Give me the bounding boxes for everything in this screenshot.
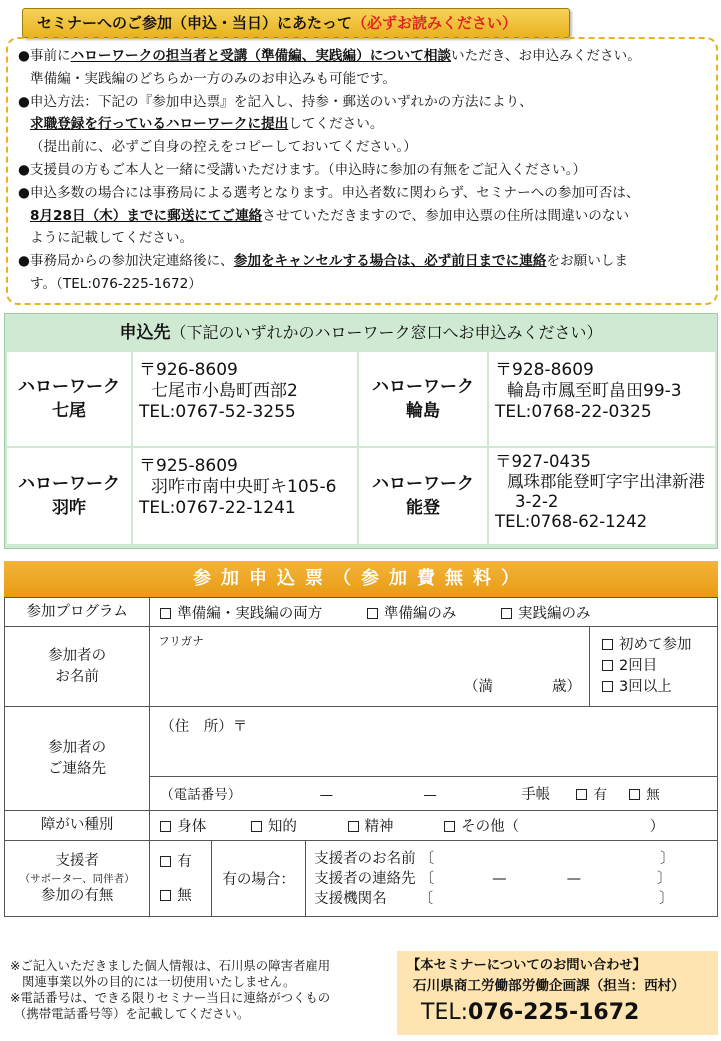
checkbox[interactable]: [501, 608, 512, 619]
form-title: 参加申込票（参加費無料）: [4, 561, 718, 597]
program-option-practice[interactable]: [501, 606, 591, 622]
option-label: 2回目: [618, 658, 658, 674]
disability-other[interactable]: [444, 819, 519, 835]
label-line: 参加者の: [48, 647, 107, 664]
notice-emphasis: 求職登録を行っているハローワークに提出: [30, 116, 289, 133]
checkbox[interactable]: [160, 856, 171, 867]
dash: —: [319, 787, 334, 803]
notice-line: [18, 159, 706, 182]
checkbox[interactable]: [251, 821, 262, 832]
label-line: お名前: [55, 668, 99, 685]
checkbox[interactable]: [602, 660, 613, 671]
contact-department: 石川県商工労働部労働企画課（担当：西村）: [413, 978, 685, 994]
office-address-hakui: [133, 448, 357, 544]
bullet: ●: [18, 253, 30, 270]
office-name-line: 輪島: [406, 401, 440, 421]
address-label: （住 所）〒: [160, 719, 248, 735]
bracket-close: 〕: [657, 870, 672, 887]
phone-number: TEL:0767-52-3255: [139, 402, 296, 422]
program-option-prep[interactable]: [367, 606, 457, 622]
option-label: 精神: [364, 819, 394, 835]
checkbox[interactable]: [160, 890, 171, 901]
option-label: 実践編のみ: [518, 605, 591, 622]
option-label: 知的: [267, 819, 297, 835]
age-close: 歳）: [551, 679, 581, 695]
notice-text: いただき、お申込みください。: [451, 48, 641, 64]
bracket-open: 〔: [419, 870, 435, 887]
checkbox[interactable]: [629, 789, 640, 800]
office-name-wajima: [359, 352, 487, 446]
office-name-line: ハローワーク: [372, 474, 474, 494]
option-label: 準備編・実践編の両方: [177, 605, 323, 622]
field-label: 支援機関名: [314, 890, 387, 907]
contact-box: [397, 951, 718, 1035]
option-label: 準備編のみ: [383, 605, 457, 622]
bullet: ●: [18, 161, 30, 178]
postal-code: 〒928-8609: [495, 360, 594, 380]
checkbox[interactable]: [602, 639, 613, 650]
option-label: その他（: [461, 819, 520, 835]
phone-label: （電話番号）: [160, 787, 242, 803]
supporter-yes[interactable]: [160, 845, 211, 879]
notice-title-text: セミナーへのご参加（申込・当日）にあたって: [37, 14, 353, 32]
note-line: （携帯電話番号等）を記載してください。: [14, 1006, 250, 1021]
postal-code: 〒925-8609: [139, 456, 238, 476]
notice-line: [18, 205, 706, 228]
checkbox[interactable]: [348, 821, 359, 832]
notice-text: をお願いしま: [546, 253, 628, 270]
program-label: 参加プログラム: [5, 598, 150, 627]
destinations-section: [4, 313, 718, 549]
privacy-notes: [10, 958, 390, 1022]
bracket-close: ）: [649, 819, 665, 835]
phone-number: TEL:0768-62-1242: [495, 512, 648, 531]
dash: —: [566, 870, 582, 887]
bullet: ●: [18, 48, 30, 64]
checkbox[interactable]: [160, 608, 171, 619]
notice-line: [18, 250, 706, 273]
option-label: 3回以上: [618, 679, 672, 695]
bracket-open: 〔: [418, 890, 434, 907]
disability-intellectual[interactable]: [251, 819, 297, 835]
label-line: 参加者の: [48, 739, 107, 756]
office-address-noto: [489, 448, 715, 544]
office-name-line: 七尾: [52, 401, 86, 421]
supporter-contact-field[interactable]: [314, 869, 717, 889]
program-options: [150, 598, 718, 627]
notice-text: 申込多数の場合には事務局による選考となります。申込者数に関わらず、セミナーへの参加可否は、: [29, 184, 640, 201]
option-label: 有: [177, 853, 192, 870]
office-name-line: 能登: [406, 498, 440, 518]
postal-code: 〒926-8609: [139, 360, 238, 380]
destinations-header: [5, 314, 717, 352]
bracket-close: 〕: [660, 850, 675, 867]
application-form: [4, 597, 718, 917]
notice-emphasis: 参加をキャンセルする場合は、必ず前日までに連絡: [233, 253, 547, 270]
attendance-count-options: [589, 627, 717, 707]
participant-name-label: [5, 627, 150, 707]
destinations-grid: [7, 352, 715, 546]
phone-number: TEL:0767-22-1241: [139, 498, 296, 518]
office-name-line: ハローワーク: [18, 474, 120, 494]
disability-mental[interactable]: [348, 819, 394, 835]
notice-text: 申込方法：下記の『参加申込票』を記入し、持参・郵送のいずれかの方法により、: [29, 93, 533, 110]
address-line: 羽咋市南中央町キ105-6: [151, 477, 337, 497]
tel-prefix: TEL:: [421, 1000, 469, 1025]
tel-number: 076-225-1672: [468, 1000, 640, 1025]
bullet: ●: [18, 184, 30, 201]
disability-type-label: 障がい種別: [5, 811, 150, 841]
checkbox[interactable]: [367, 608, 378, 619]
option-label: 無: [177, 887, 192, 904]
attendance-second[interactable]: [602, 656, 717, 677]
address-line: 輪島市鳳至町畠田99-3: [507, 381, 682, 401]
address-field[interactable]: [150, 707, 718, 777]
notice-title: [22, 8, 570, 38]
notice-box: [6, 37, 718, 305]
notice-text: してください。: [288, 116, 384, 133]
label-line: （サポーター、同伴者）: [19, 872, 135, 885]
supporter-label: [5, 841, 150, 917]
option-label: 無: [646, 787, 660, 803]
office-name-noto: [359, 448, 487, 544]
option-label: 初めて参加: [618, 637, 692, 653]
office-name-nanao: [7, 352, 131, 446]
furigana-label: フリガナ: [158, 634, 204, 648]
supporter-no[interactable]: [160, 879, 211, 913]
notice-line: （提出前に、必ずご自身の控えをコピーしておいてください。）: [30, 139, 417, 156]
field-label: 支援者のお名前: [314, 850, 416, 867]
techo-no[interactable]: [629, 787, 660, 803]
office-name-line: ハローワーク: [372, 377, 474, 397]
notice-text: 事前に: [29, 48, 71, 64]
phone-field[interactable]: [150, 777, 718, 811]
destinations-header-note: （下記のいずれかのハローワーク窓口へお申込みください）: [170, 323, 603, 342]
option-label: 身体: [177, 819, 207, 835]
destinations-header-title: 申込先: [119, 323, 171, 343]
notice-text: 事務局からの参加決定連絡後に、: [29, 253, 234, 270]
postal-code: 〒927-0435: [495, 452, 591, 471]
office-name-hakui: [7, 448, 131, 544]
supporter-presence-options: [150, 841, 212, 917]
bullet: ●: [18, 93, 30, 110]
dash: —: [423, 787, 437, 803]
notice-text: 支援員の方もご本人と一緒に受講いただけます。（申込時に参加の有無をご記入ください。）: [29, 161, 587, 178]
age-open: （満: [463, 679, 493, 695]
notice-line: [18, 91, 706, 114]
address-line: 七尾市小島町西部2: [151, 381, 298, 401]
notice-line: [18, 113, 706, 136]
supporter-details: [306, 841, 718, 917]
label-line: 支援者: [55, 852, 99, 869]
note-line: ※ご記入いただきました個人情報は、石川県の障害者雇用: [10, 958, 331, 973]
dash: —: [492, 870, 507, 887]
notice-line: [18, 45, 706, 68]
techo-label: 手帳: [521, 787, 551, 803]
contact-phone: [407, 996, 718, 1030]
supporter-org-field[interactable]: [314, 889, 717, 909]
notice-line: ように記載してください。: [30, 230, 194, 247]
address-line: 鳳珠郡能登町字宇出津新港: [507, 472, 705, 491]
field-label: 支援者の連絡先: [314, 870, 416, 887]
notice-line: 準備編・実践編のどちらか一方のみのお申込みも可能です。: [30, 70, 396, 87]
attendance-third-plus[interactable]: [602, 677, 717, 698]
notice-emphasis: 8月28日（木）までに郵送にてご連絡: [30, 207, 263, 224]
checkbox[interactable]: [576, 789, 587, 800]
phone-number: TEL:0768-22-0325: [495, 402, 652, 422]
notice-emphasis: ハローワークの担当者と受講（準備編、実践編）について相談: [70, 48, 452, 64]
office-name-line: ハローワーク: [18, 377, 120, 397]
contact-title: 【本セミナーについてのお問い合わせ】: [407, 958, 647, 973]
checkbox[interactable]: [444, 821, 455, 832]
supporter-if-yes-label: 有の場合：: [212, 841, 306, 917]
note-line: 関連事業以外の目的には一切使用いたしません。: [22, 974, 296, 989]
label-line: ご連絡先: [48, 760, 107, 777]
attendance-first[interactable]: [602, 635, 717, 656]
label-line: 参加の有無: [40, 887, 114, 904]
option-label: 有: [593, 787, 607, 803]
checkbox[interactable]: [160, 821, 171, 832]
supporter-name-field[interactable]: [314, 849, 717, 869]
office-address-wajima: [489, 352, 715, 446]
note-line: ※電話番号は、できる限りセミナー当日に連絡がつくもの: [10, 990, 331, 1005]
notice-text: させていただきますので、参加申込票の住所は間違いのない: [262, 207, 630, 224]
office-address-nanao: [133, 352, 357, 446]
techo-yes[interactable]: [576, 787, 607, 803]
bracket-open: 〔: [419, 850, 435, 867]
checkbox[interactable]: [602, 681, 613, 692]
notice-line: [18, 182, 706, 205]
address-line: 3-2-2: [515, 492, 559, 511]
notice-title-emphasis: （必ずお読みください）: [352, 14, 518, 32]
participant-contact-label: [5, 707, 150, 811]
disability-options: [150, 811, 718, 841]
notice-line: す。（TEL:076-225-1672）: [30, 275, 202, 292]
disability-physical[interactable]: [160, 819, 206, 835]
participant-name-field[interactable]: [150, 627, 590, 707]
program-option-both[interactable]: [160, 606, 322, 622]
bracket-close: 〕: [659, 890, 674, 907]
office-name-line: 羽咋: [52, 498, 86, 518]
